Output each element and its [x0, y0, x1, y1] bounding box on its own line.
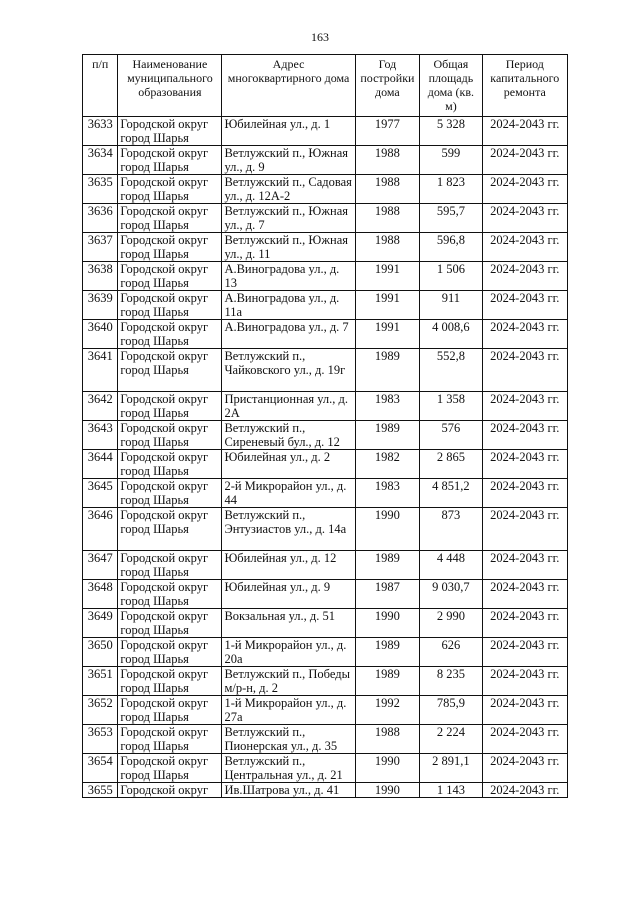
- cell-municipality: Городской округ город Шарья: [118, 392, 222, 421]
- cell-period: 2024-2043 гг.: [482, 291, 567, 320]
- table-row: [83, 262, 568, 291]
- table-row: [83, 175, 568, 204]
- cell-address: А.Виноградова ул., д. 11а: [222, 291, 355, 320]
- table-row: [83, 320, 568, 349]
- table-row: [83, 291, 568, 320]
- cell-year: 1988: [355, 233, 420, 262]
- cell-num: 3648: [83, 580, 118, 609]
- cell-num: 3634: [83, 146, 118, 175]
- table-row: [83, 421, 568, 450]
- cell-period: 2024-2043 гг.: [482, 117, 567, 146]
- cell-num: 3645: [83, 479, 118, 508]
- cell-area: 4 008,6: [420, 320, 482, 349]
- cell-area: 576: [420, 421, 482, 450]
- cell-num: 3633: [83, 117, 118, 146]
- cell-address: Ветлужский п., Чайковского ул., д. 19г: [222, 349, 355, 392]
- cell-num: 3639: [83, 291, 118, 320]
- cell-num: 3643: [83, 421, 118, 450]
- cell-area: 626: [420, 638, 482, 667]
- table-header-row: [83, 55, 568, 117]
- cell-year: 1990: [355, 783, 420, 798]
- cell-municipality: Городской округ город Шарья: [118, 291, 222, 320]
- cell-period: 2024-2043 гг.: [482, 421, 567, 450]
- cell-address: 1-й Микрорайон ул., д. 20а: [222, 638, 355, 667]
- cell-municipality: Городской округ город Шарья: [118, 450, 222, 479]
- cell-municipality: Городской округ город Шарья: [118, 204, 222, 233]
- cell-area: 9 030,7: [420, 580, 482, 609]
- cell-address: Ветлужский п., Пионерская ул., д. 35: [222, 725, 355, 754]
- cell-period: 2024-2043 гг.: [482, 233, 567, 262]
- cell-address: Ветлужский п., Энтузиастов ул., д. 14а: [222, 508, 355, 551]
- cell-year: 1990: [355, 609, 420, 638]
- cell-area: 1 143: [420, 783, 482, 798]
- cell-year: 1990: [355, 508, 420, 551]
- cell-num: 3650: [83, 638, 118, 667]
- table-row: [83, 551, 568, 580]
- cell-period: 2024-2043 гг.: [482, 754, 567, 783]
- cell-municipality: Городской округ город Шарья: [118, 609, 222, 638]
- cell-municipality: Городской округ город Шарья: [118, 508, 222, 551]
- cell-num: 3636: [83, 204, 118, 233]
- cell-num: 3638: [83, 262, 118, 291]
- cell-address: Ветлужский п., Южная ул., д. 11: [222, 233, 355, 262]
- cell-num: 3641: [83, 349, 118, 392]
- cell-period: 2024-2043 гг.: [482, 349, 567, 392]
- cell-area: 4 851,2: [420, 479, 482, 508]
- cell-area: 552,8: [420, 349, 482, 392]
- cell-municipality: Городской округ город Шарья: [118, 117, 222, 146]
- cell-year: 1982: [355, 450, 420, 479]
- cell-area: 1 823: [420, 175, 482, 204]
- cell-year: 1987: [355, 580, 420, 609]
- cell-municipality: Городской округ город Шарья: [118, 551, 222, 580]
- cell-municipality: Городской округ город Шарья: [118, 667, 222, 696]
- table-row: [83, 233, 568, 262]
- cell-year: 1989: [355, 349, 420, 392]
- column-header-municipality: Наименование муниципального образования: [118, 55, 222, 117]
- cell-period: 2024-2043 гг.: [482, 262, 567, 291]
- cell-num: 3640: [83, 320, 118, 349]
- table-row: [83, 146, 568, 175]
- cell-year: 1991: [355, 262, 420, 291]
- cell-year: 1991: [355, 320, 420, 349]
- column-header-period: Период капитального ремонта: [482, 55, 567, 117]
- cell-address: А.Виноградова ул., д. 13: [222, 262, 355, 291]
- cell-address: Ветлужский п., Южная ул., д. 9: [222, 146, 355, 175]
- cell-year: 1990: [355, 754, 420, 783]
- cell-num: 3644: [83, 450, 118, 479]
- cell-period: 2024-2043 гг.: [482, 783, 567, 798]
- cell-area: 596,8: [420, 233, 482, 262]
- cell-address: Вокзальная ул., д. 51: [222, 609, 355, 638]
- cell-address: Пристанционная ул., д. 2А: [222, 392, 355, 421]
- table-row: [83, 667, 568, 696]
- cell-address: А.Виноградова ул., д. 7: [222, 320, 355, 349]
- column-header-address: Адрес многоквартирного дома: [222, 55, 355, 117]
- cell-area: 785,9: [420, 696, 482, 725]
- cell-period: 2024-2043 гг.: [482, 175, 567, 204]
- cell-municipality: Городской округ город Шарья: [118, 146, 222, 175]
- cell-address: 1-й Микрорайон ул., д. 27а: [222, 696, 355, 725]
- cell-year: 1988: [355, 204, 420, 233]
- cell-area: 2 865: [420, 450, 482, 479]
- cell-address: Юбилейная ул., д. 2: [222, 450, 355, 479]
- table-row: [83, 479, 568, 508]
- cell-period: 2024-2043 гг.: [482, 609, 567, 638]
- cell-area: 2 990: [420, 609, 482, 638]
- table-body: [83, 117, 568, 798]
- cell-area: 4 448: [420, 551, 482, 580]
- cell-municipality: Городской округ город Шарья: [118, 638, 222, 667]
- cell-period: 2024-2043 гг.: [482, 696, 567, 725]
- cell-period: 2024-2043 гг.: [482, 146, 567, 175]
- column-header-year: Год постройки дома: [355, 55, 420, 117]
- cell-area: 873: [420, 508, 482, 551]
- cell-area: 1 506: [420, 262, 482, 291]
- table-row: [83, 450, 568, 479]
- cell-year: 1988: [355, 725, 420, 754]
- cell-num: 3652: [83, 696, 118, 725]
- cell-num: 3635: [83, 175, 118, 204]
- cell-municipality: Городской округ город Шарья: [118, 233, 222, 262]
- cell-address: Ив.Шатрова ул., д. 41: [222, 783, 355, 798]
- cell-municipality: Городской округ город Шарья: [118, 580, 222, 609]
- table-row: [83, 696, 568, 725]
- cell-municipality: Городской округ город Шарья: [118, 320, 222, 349]
- cell-municipality: Городской округ город Шарья: [118, 262, 222, 291]
- table-row: [83, 204, 568, 233]
- cell-address: 2-й Микрорайон ул., д. 44: [222, 479, 355, 508]
- cell-address: Юбилейная ул., д. 12: [222, 551, 355, 580]
- cell-num: 3649: [83, 609, 118, 638]
- cell-address: Юбилейная ул., д. 9: [222, 580, 355, 609]
- cell-year: 1989: [355, 667, 420, 696]
- table-row: [83, 783, 568, 798]
- cell-year: 1989: [355, 551, 420, 580]
- cell-address: Ветлужский п., Южная ул., д. 7: [222, 204, 355, 233]
- cell-municipality: Городской округ город Шарья: [118, 725, 222, 754]
- cell-period: 2024-2043 гг.: [482, 725, 567, 754]
- cell-year: 1991: [355, 291, 420, 320]
- cell-address: Ветлужский п., Сиреневый бул., д. 12: [222, 421, 355, 450]
- cell-year: 1989: [355, 421, 420, 450]
- table-row: [83, 638, 568, 667]
- cell-municipality: Городской округ город Шарья: [118, 754, 222, 783]
- cell-area: 8 235: [420, 667, 482, 696]
- housing-registry-table: [82, 54, 568, 798]
- cell-period: 2024-2043 гг.: [482, 204, 567, 233]
- cell-municipality: Городской округ город Шарья: [118, 696, 222, 725]
- cell-year: 1992: [355, 696, 420, 725]
- cell-num: 3647: [83, 551, 118, 580]
- cell-area: 595,7: [420, 204, 482, 233]
- cell-address: Ветлужский п., Победы м/р-н, д. 2: [222, 667, 355, 696]
- cell-period: 2024-2043 гг.: [482, 638, 567, 667]
- cell-period: 2024-2043 гг.: [482, 667, 567, 696]
- cell-period: 2024-2043 гг.: [482, 320, 567, 349]
- cell-municipality: Городской округ город Шарья: [118, 421, 222, 450]
- table-row: [83, 580, 568, 609]
- cell-num: 3642: [83, 392, 118, 421]
- cell-year: 1977: [355, 117, 420, 146]
- cell-num: 3655: [83, 783, 118, 798]
- table-row: [83, 392, 568, 421]
- cell-year: 1988: [355, 175, 420, 204]
- cell-area: 911: [420, 291, 482, 320]
- cell-year: 1983: [355, 479, 420, 508]
- cell-municipality: Городской округ: [118, 783, 222, 798]
- cell-address: Юбилейная ул., д. 1: [222, 117, 355, 146]
- column-header-num: п/п: [83, 55, 118, 117]
- table-row: [83, 754, 568, 783]
- cell-address: Ветлужский п., Центральная ул., д. 21: [222, 754, 355, 783]
- table-row: [83, 349, 568, 392]
- page-number: 163: [311, 30, 329, 44]
- cell-period: 2024-2043 гг.: [482, 392, 567, 421]
- cell-area: 1 358: [420, 392, 482, 421]
- cell-area: 599: [420, 146, 482, 175]
- cell-address: Ветлужский п., Садовая ул., д. 12А-2: [222, 175, 355, 204]
- column-header-area: Общая площадь дома (кв. м): [420, 55, 482, 117]
- table-row: [83, 508, 568, 551]
- cell-area: 5 328: [420, 117, 482, 146]
- cell-num: 3637: [83, 233, 118, 262]
- table-row: [83, 117, 568, 146]
- cell-area: 2 891,1: [420, 754, 482, 783]
- cell-num: 3653: [83, 725, 118, 754]
- cell-num: 3651: [83, 667, 118, 696]
- cell-period: 2024-2043 гг.: [482, 450, 567, 479]
- cell-year: 1988: [355, 146, 420, 175]
- cell-num: 3646: [83, 508, 118, 551]
- cell-year: 1983: [355, 392, 420, 421]
- cell-area: 2 224: [420, 725, 482, 754]
- cell-period: 2024-2043 гг.: [482, 508, 567, 551]
- cell-municipality: Городской округ город Шарья: [118, 175, 222, 204]
- cell-num: 3654: [83, 754, 118, 783]
- cell-year: 1989: [355, 638, 420, 667]
- cell-period: 2024-2043 гг.: [482, 580, 567, 609]
- table-row: [83, 725, 568, 754]
- cell-municipality: Городской округ город Шарья: [118, 479, 222, 508]
- cell-period: 2024-2043 гг.: [482, 479, 567, 508]
- table-row: [83, 609, 568, 638]
- cell-municipality: Городской округ город Шарья: [118, 349, 222, 392]
- cell-period: 2024-2043 гг.: [482, 551, 567, 580]
